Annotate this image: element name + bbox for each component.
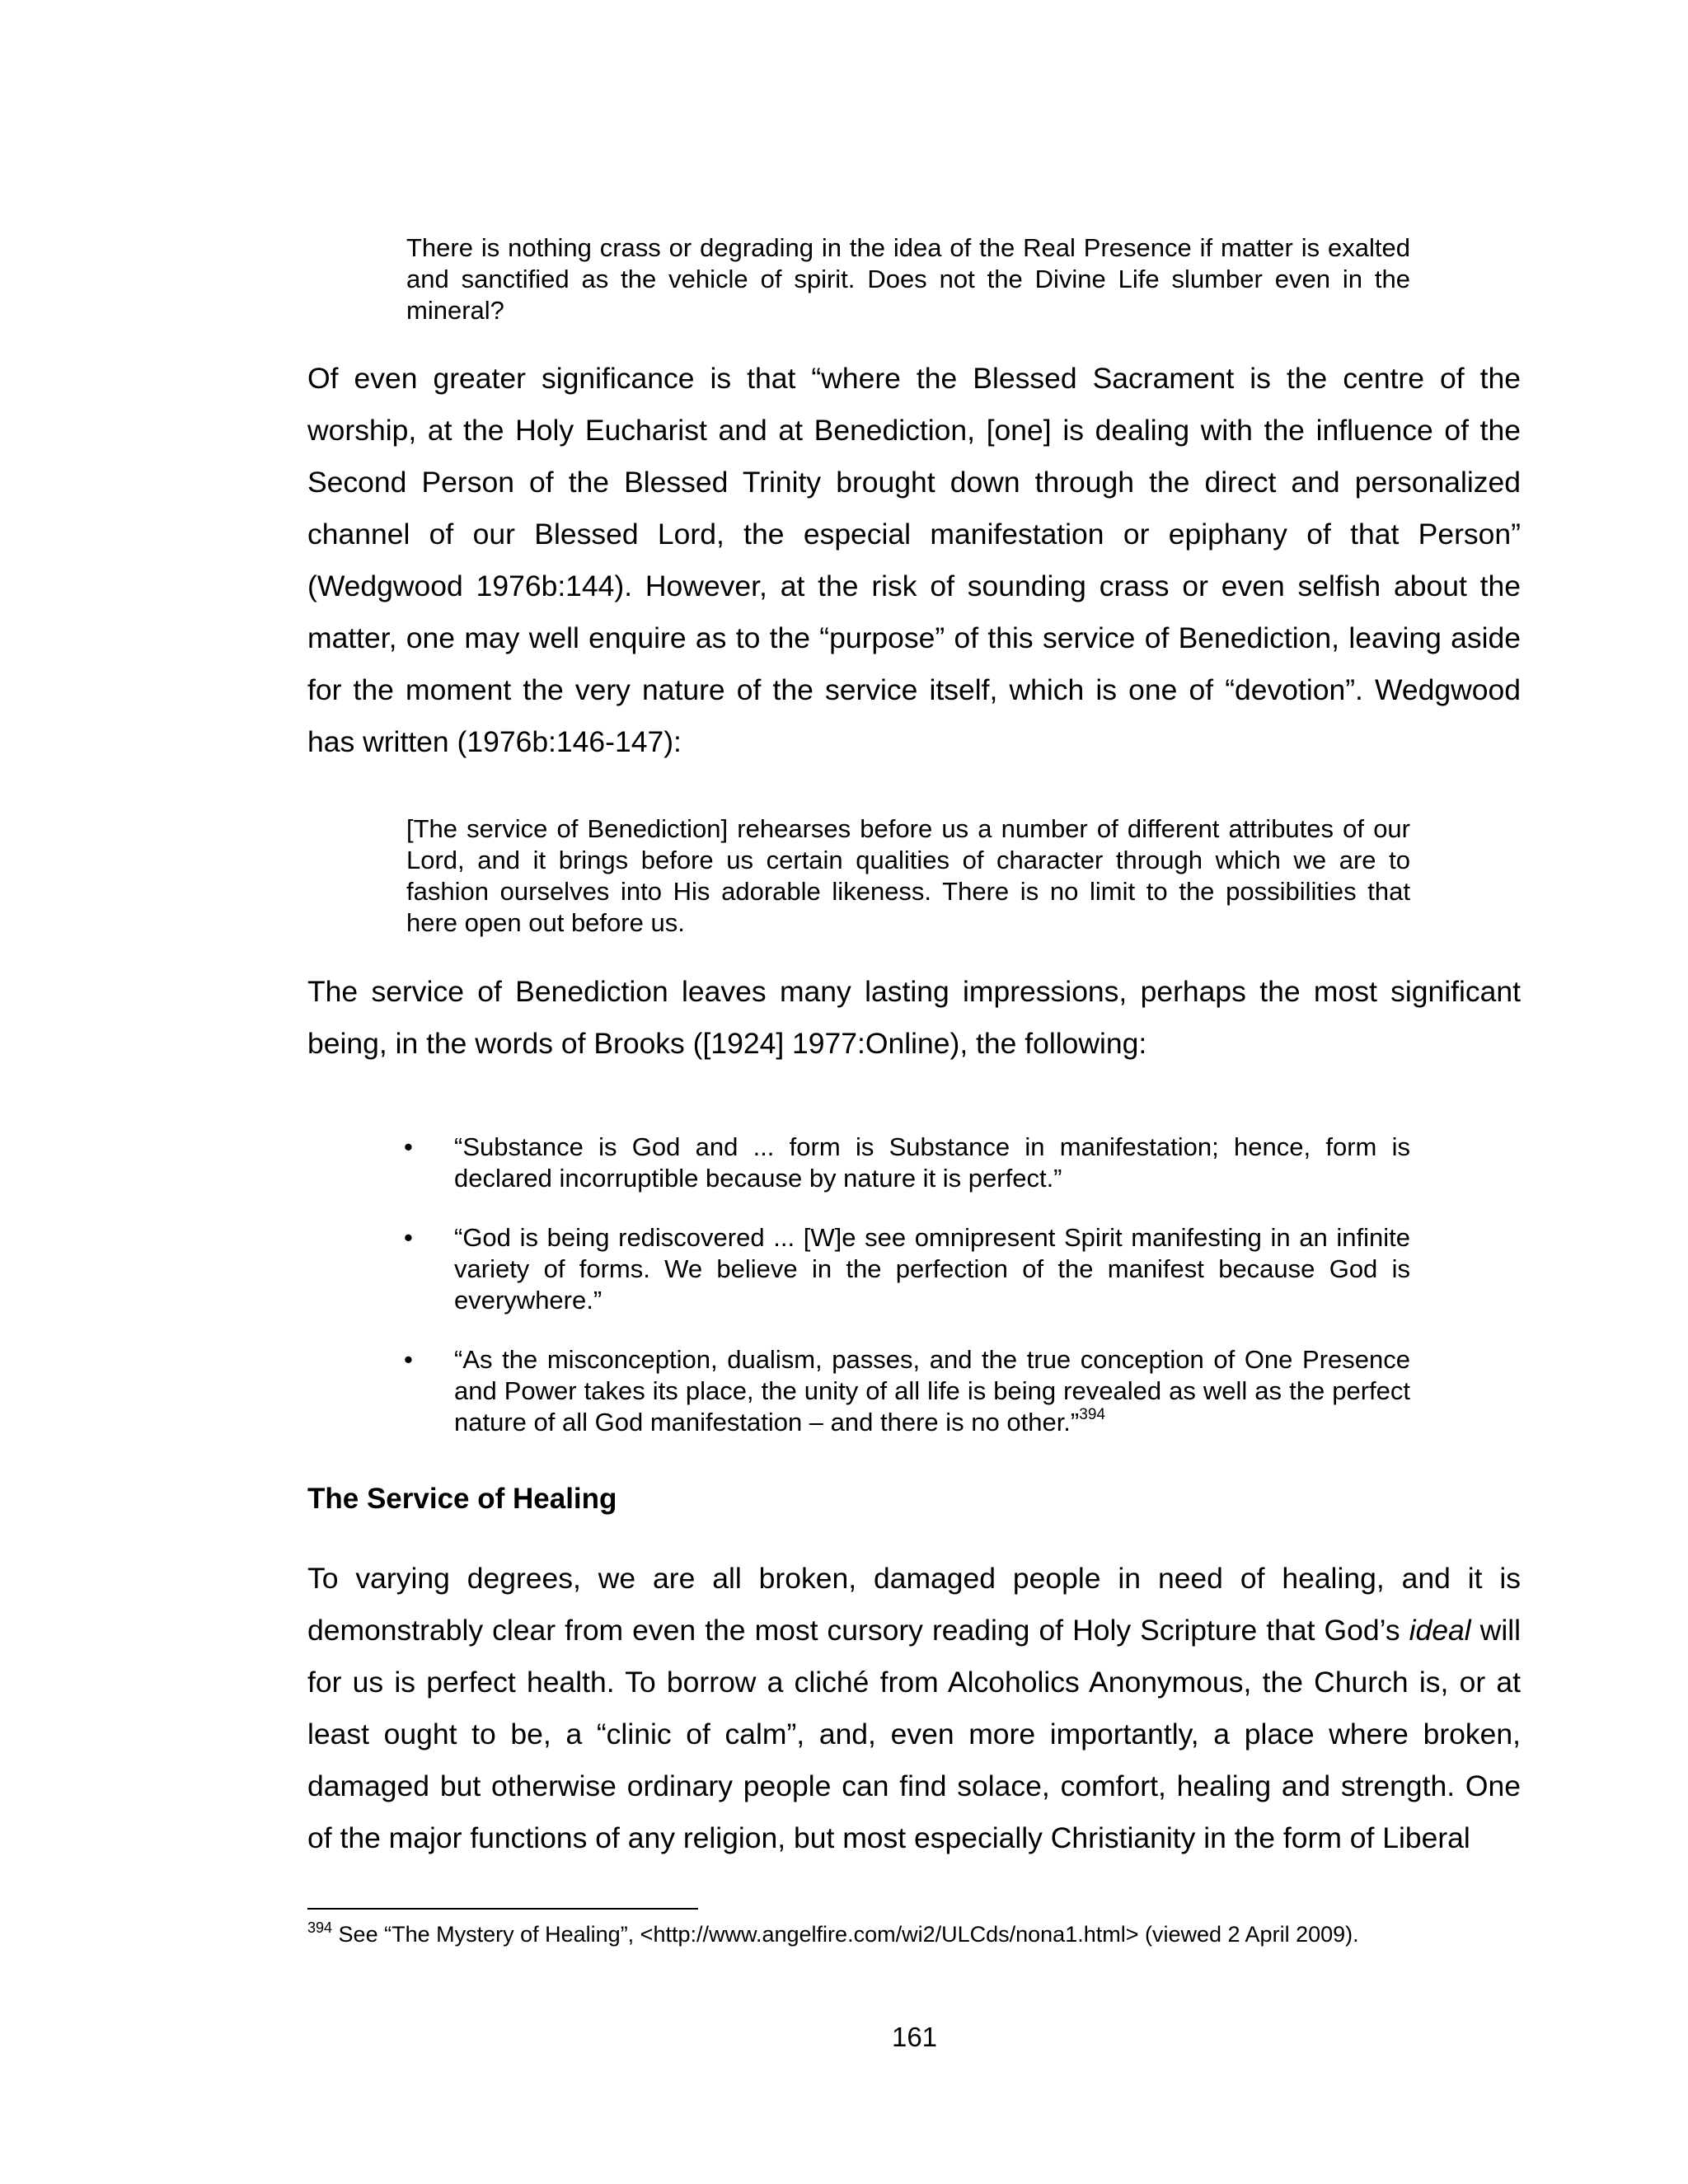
bullet-icon: • [404,1345,413,1374]
list-item [404,1344,1410,1438]
section-heading: The Service of Healing [307,1483,617,1515]
list-item [404,1132,1410,1194]
bullet-icon: • [404,1223,413,1252]
paragraph-text: To varying degrees, we are all broken, damaged people in need of healing, and it is demonstrably clear from even the most cursory reading of Holy Scripture that God’s [307,1562,1521,1647]
footnote-divider [307,1908,698,1910]
list-item-text: “Substance is God and ... form is Substance in manifestation; hence, form is declared incorruptible because by nature it is perfect.” [454,1132,1410,1193]
body-paragraph-lasting-impressions: The service of Benediction leaves many lasting impressions, perhaps the most significant being, in the words of Brooks ([1924] 1977:Online), the following: [307,975,1521,1060]
footnote-number: 394 [307,1919,333,1936]
body-paragraph-blessed-sacrament: Of even greater significance is that “where the Blessed Sacrament is the centre of the worship, at the Holy Eucharist and at Benediction, [one] is dealing with the influence of the Second Person of the Blessed Trinity brought down through the direct and personalized channel of our Blessed Lord, the especial manifestation or epiphany of that Person” (Wedgwood 1976b:144). However, at the risk of sounding crass or even selfish about the matter, one may well enquire as to the “purpose” of this service of Benediction, leaving aside for the moment the very nature of the service itself, which is one of “devotion”. Wedgwood has written (1976b:146-147): [307,362,1521,758]
list-item-text: “As the misconception, dualism, passes, and the true conception of One Presence and Power takes its place, the unity of all life is being revealed as well as the perfect nature of all God manifestation – and there is no other.” [454,1345,1410,1436]
block-quote-benediction: [The service of Benediction] rehearses before us a number of different attributes of our Lord, and it brings before us certain qualities of character through which we are to fashion ourselves into His adorable likeness. There is no limit to the possibilities that here open out before us. [406,814,1410,937]
list-item [404,1222,1410,1316]
footnote-reference[interactable]: 394 [1079,1406,1105,1423]
brooks-quote-list [404,1132,1410,1466]
list-item-text: “God is being rediscovered ... [W]e see omnipresent Spirit manifesting in an infinite variety of forms. We believe in the perfection of the manifest because God is everywhere.” [454,1223,1410,1315]
footnote-text: See “The Mystery of Healing”, <http://www.angelfire.com/wi2/ULCds/nona1.html> (viewed 2 April 2009). [332,1922,1359,1947]
emphasis-text: ideal [1409,1614,1471,1647]
bullet-icon: • [404,1132,413,1161]
body-paragraph-healing [307,1553,1521,1864]
block-quote-real-presence: There is nothing crass or degrading in the idea of the Real Presence if matter is exalted and sanctified as the vehicle of spirit. Does not the Divine Life slumber even in the mineral? [406,233,1410,325]
paragraph-text: will for us is perfect health. To borrow a cliché from Alcoholics Anonymous, the Church is, or at least ought to be, a “clinic of calm”, and, even more importantly, a place where broken, damaged but otherwise ordinary people can find solace, comfort, healing and strength. One of the major functions of any religion, but most especially Christianity in the form of Liberal [307,1614,1521,1854]
page-number: 161 [891,2022,938,2052]
footnote [307,1920,1359,1948]
